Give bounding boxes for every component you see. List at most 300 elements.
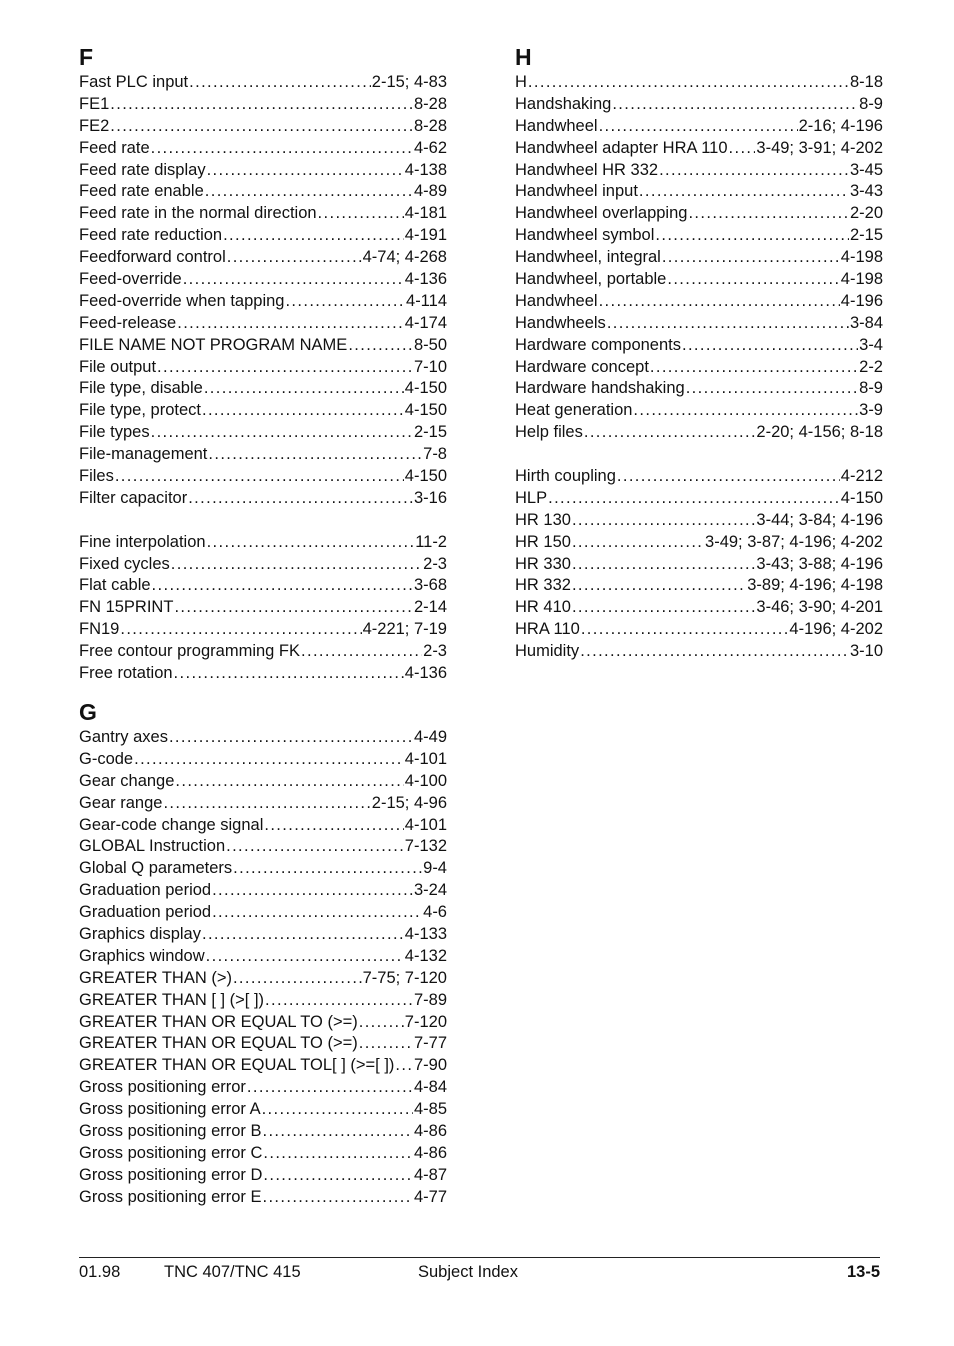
index-page-ref: 4-198 <box>840 270 883 289</box>
index-page-ref: 4-62 <box>413 138 447 157</box>
dot-leader <box>202 400 404 422</box>
index-entry <box>79 94 447 116</box>
index-entry <box>515 160 883 182</box>
index-page-ref: 4-138 <box>404 160 447 179</box>
dot-leader <box>206 946 404 968</box>
index-entry <box>79 924 447 946</box>
index-entry <box>79 597 447 619</box>
index-entry <box>79 291 447 313</box>
index-page-ref: 3-10 <box>849 642 883 661</box>
index-page-ref: 3-16 <box>413 488 447 507</box>
group-spacer <box>515 444 883 466</box>
index-term: Gross positioning error C <box>79 1143 263 1162</box>
index-entry <box>79 422 447 444</box>
f-entries-group-1 <box>79 72 447 510</box>
dot-leader <box>395 1055 413 1077</box>
index-entry <box>515 597 883 619</box>
dot-leader <box>572 597 755 619</box>
index-term: Handwheel symbol <box>515 226 655 245</box>
group-spacer <box>79 510 447 532</box>
dot-leader <box>572 554 755 576</box>
dot-leader <box>655 225 849 247</box>
index-term: HR 410 <box>515 598 571 617</box>
index-term: HR 150 <box>515 532 571 551</box>
index-entry <box>515 94 883 116</box>
index-term: HR 332 <box>515 576 571 595</box>
index-page-ref: 11-2 <box>415 532 447 551</box>
section-letter-g: G <box>79 698 97 725</box>
index-page-ref: 4-85 <box>413 1100 447 1119</box>
index-term: Flat cable <box>79 576 151 595</box>
dot-leader <box>263 1165 413 1187</box>
index-term: Filter capacitor <box>79 488 188 507</box>
index-page-ref: 4-181 <box>404 204 447 223</box>
footer-rule <box>79 1257 880 1258</box>
index-page-ref: 4-101 <box>404 815 447 834</box>
index-entry <box>515 313 883 335</box>
index-term: Help files <box>515 423 583 442</box>
index-term: Feed rate reduction <box>79 226 223 245</box>
index-entry <box>79 1033 447 1055</box>
footer-page-number: 13-5 <box>846 1263 880 1281</box>
index-page-ref: 2-3 <box>423 642 447 661</box>
index-entry <box>515 116 883 138</box>
dot-leader <box>633 400 858 422</box>
index-term: Gross positioning error D <box>79 1165 263 1184</box>
index-entry <box>515 269 883 291</box>
index-term: Gantry axes <box>79 727 168 746</box>
dot-leader <box>151 422 413 444</box>
index-entry <box>79 1099 447 1121</box>
index-page-ref: 2-15 <box>413 423 447 442</box>
dot-leader <box>110 116 413 138</box>
index-column-right <box>515 42 883 663</box>
index-page-ref: 4-212 <box>840 467 883 486</box>
dot-leader <box>572 575 746 597</box>
index-entry <box>515 641 883 663</box>
dot-leader <box>262 1099 413 1121</box>
index-entry <box>79 269 447 291</box>
index-page-ref: 4-136 <box>404 270 447 289</box>
dot-leader <box>212 902 422 924</box>
dot-leader <box>729 138 756 160</box>
index-entry <box>79 858 447 880</box>
index-entry <box>79 1143 447 1165</box>
dot-leader <box>599 291 840 313</box>
footer-model: TNC 407/TNC 415 <box>164 1263 301 1281</box>
index-page-ref: 4-196; 4-202 <box>789 620 883 639</box>
index-term: Humidity <box>515 642 580 661</box>
index-entry <box>515 181 883 203</box>
index-term: Fine interpolation <box>79 532 206 551</box>
dot-leader <box>205 181 413 203</box>
index-page-ref: 3-84 <box>849 313 883 332</box>
index-entry <box>515 400 883 422</box>
index-page-ref: 2-3 <box>423 554 447 573</box>
index-term: Hardware concept <box>515 357 649 376</box>
index-term: GLOBAL Instruction <box>79 837 226 856</box>
index-term: Gross positioning error A <box>79 1100 261 1119</box>
index-page-ref: 7-8 <box>423 445 447 464</box>
index-entry <box>515 225 883 247</box>
index-page-ref: 7-10 <box>413 357 447 376</box>
dot-leader <box>227 247 362 269</box>
index-term: Global Q parameters <box>79 859 233 878</box>
index-term: Feed rate enable <box>79 182 204 201</box>
index-entry <box>79 749 447 771</box>
index-entry <box>79 247 447 269</box>
index-page-ref: 3-43; 3-88; 4-196 <box>756 554 883 573</box>
index-page-ref: 3-43 <box>849 182 883 201</box>
index-term: Graphics display <box>79 924 201 943</box>
index-entry <box>79 1187 447 1209</box>
dot-leader <box>359 1033 413 1055</box>
index-entry <box>79 990 447 1012</box>
dot-leader <box>650 357 858 379</box>
index-term: FN 15PRINT <box>79 598 174 617</box>
index-entry <box>79 466 447 488</box>
index-term: GREATER THAN OR EQUAL TO (>=) <box>79 1012 358 1031</box>
index-page-ref: 4-100 <box>404 771 447 790</box>
index-entry <box>79 116 447 138</box>
dot-leader <box>599 116 798 138</box>
index-page-ref: 7-89 <box>413 990 447 1009</box>
dot-leader <box>174 663 404 685</box>
index-term: Handwheels <box>515 313 606 332</box>
dot-leader <box>110 94 413 116</box>
index-entry <box>515 291 883 313</box>
index-page-ref: 8-9 <box>859 94 883 113</box>
index-term: Handwheel HR 332 <box>515 160 659 179</box>
index-term: G-code <box>79 749 134 768</box>
dot-leader <box>639 181 849 203</box>
index-term: Feed-override <box>79 270 182 289</box>
section-spacer <box>79 685 447 697</box>
dot-leader <box>177 313 404 335</box>
index-term: H <box>515 73 527 91</box>
index-entry <box>515 378 883 400</box>
dot-leader <box>548 488 840 510</box>
index-page-ref: 4-49 <box>413 727 447 746</box>
index-page-ref: 3-44; 3-84; 4-196 <box>756 510 883 529</box>
index-term: Handwheel overlapping <box>515 204 688 223</box>
dot-leader <box>207 160 404 182</box>
index-entry <box>515 619 883 641</box>
index-page-ref: 4-86 <box>413 1143 447 1162</box>
index-term: FE2 <box>79 116 110 135</box>
index-entry <box>515 488 883 510</box>
index-entry <box>79 1055 447 1077</box>
index-term: Fast PLC input <box>79 73 189 91</box>
index-term: Handshaking <box>515 94 612 113</box>
index-term: HR 130 <box>515 510 571 529</box>
index-page-ref: 3-9 <box>859 401 883 420</box>
index-page-ref: 7-75; 7-120 <box>362 968 447 987</box>
index-page-ref: 8-28 <box>413 116 447 135</box>
index-page-ref: 4-196 <box>840 291 883 310</box>
dot-leader <box>212 880 413 902</box>
f-entries-group-2 <box>79 532 447 685</box>
index-term: Feed-override when tapping <box>79 291 285 310</box>
index-entry <box>79 378 447 400</box>
index-entry <box>79 902 447 924</box>
index-entry <box>515 466 883 488</box>
dot-leader <box>226 836 404 858</box>
index-page-ref: 4-221; 7-19 <box>362 620 447 639</box>
section-letter-h: H <box>515 44 532 70</box>
index-page-ref: 4-74; 4-268 <box>362 248 447 267</box>
index-entry <box>79 815 447 837</box>
dot-leader <box>233 858 422 880</box>
index-term: HRA 110 <box>515 620 580 639</box>
dot-leader <box>667 269 839 291</box>
dot-leader <box>189 72 371 94</box>
index-page-ref: 4-132 <box>404 946 447 965</box>
dot-leader <box>163 793 370 815</box>
dot-leader <box>175 771 403 793</box>
index-entry <box>79 771 447 793</box>
index-entry <box>79 203 447 225</box>
index-page-ref: 4-6 <box>423 903 447 922</box>
index-page-ref: 4-87 <box>413 1165 447 1184</box>
index-page-ref: 2-15 <box>849 226 883 245</box>
index-page-ref: 4-114 <box>406 291 447 310</box>
index-page-ref: 4-198 <box>840 248 883 267</box>
dot-leader <box>188 488 413 510</box>
index-entry <box>79 160 447 182</box>
index-entry <box>79 641 447 663</box>
index-entry <box>79 488 447 510</box>
dot-leader <box>584 422 756 444</box>
dot-leader <box>285 291 405 313</box>
index-term: Free contour programming FK <box>79 642 301 661</box>
index-term: Feed rate in the normal direction <box>79 204 317 223</box>
index-page-ref: 4-84 <box>413 1078 447 1097</box>
index-page-ref: 2-20 <box>849 204 883 223</box>
index-entry <box>79 225 447 247</box>
index-term: Hirth coupling <box>515 467 616 486</box>
index-page-ref: 9-4 <box>423 859 447 878</box>
index-term: Gross positioning error E <box>79 1187 262 1206</box>
index-entry <box>79 554 447 576</box>
index-term: File types <box>79 423 150 442</box>
index-term: Fixed cycles <box>79 554 170 573</box>
index-term: Handwheel <box>515 116 598 135</box>
index-entry <box>79 663 447 685</box>
index-term: FE1 <box>79 94 110 113</box>
index-page-ref: 4-150 <box>404 467 447 486</box>
index-entry <box>515 138 883 160</box>
dot-leader <box>171 554 422 576</box>
index-page-ref: 4-101 <box>404 749 447 768</box>
dot-leader <box>686 378 858 400</box>
index-page-ref: 3-4 <box>859 335 883 354</box>
index-page-ref: 4-174 <box>404 313 447 332</box>
index-entry <box>79 72 447 94</box>
index-entry <box>79 1077 447 1099</box>
dot-leader <box>659 160 849 182</box>
index-entry <box>79 836 447 858</box>
dot-leader <box>183 269 404 291</box>
index-entry <box>79 313 447 335</box>
section-letter-f: F <box>79 44 94 70</box>
index-entry <box>515 357 883 379</box>
h-entries-group-1 <box>515 72 883 444</box>
index-term: Graphics window <box>79 946 205 965</box>
index-entry <box>79 575 447 597</box>
dot-leader <box>152 575 413 597</box>
index-term: Gear change <box>79 771 175 790</box>
dot-leader <box>581 619 789 641</box>
index-page-ref: 3-45 <box>849 160 883 179</box>
dot-leader <box>682 335 858 357</box>
dot-leader <box>263 1121 413 1143</box>
dot-leader <box>151 138 413 160</box>
index-entry <box>79 335 447 357</box>
footer-date: 01.98 <box>79 1263 121 1281</box>
index-term: GREATER THAN [ ] (>[ ]) <box>79 990 265 1009</box>
g-entries-group-1 <box>79 727 447 1209</box>
dot-leader <box>208 444 422 466</box>
index-entry <box>79 880 447 902</box>
index-term: HLP <box>515 488 548 507</box>
index-term: Heat generation <box>515 401 633 420</box>
index-page-ref: 4-89 <box>413 182 447 201</box>
h-entries-group-2 <box>515 466 883 663</box>
index-term: Feedforward control <box>79 248 226 267</box>
dot-leader <box>247 1077 413 1099</box>
index-entry <box>79 946 447 968</box>
index-term: GREATER THAN OR EQUAL TO (>=) <box>79 1034 358 1053</box>
dot-leader <box>580 641 849 663</box>
dot-leader <box>169 727 413 749</box>
index-term: FILE NAME NOT PROGRAM NAME <box>79 335 348 354</box>
index-page-ref: 2-15; 4-96 <box>371 793 447 812</box>
index-term: GREATER THAN OR EQUAL TOL[ ] (>=[ ]) <box>79 1056 395 1075</box>
index-term: Free rotation <box>79 664 173 683</box>
index-page-ref: 4-133 <box>404 924 447 943</box>
index-entry <box>515 335 883 357</box>
dot-leader <box>264 815 403 837</box>
dot-leader <box>572 532 704 554</box>
index-page-ref: 2-15; 4-83 <box>371 73 447 91</box>
index-page-ref: 8-9 <box>859 379 883 398</box>
index-entry <box>79 138 447 160</box>
dot-leader <box>265 990 413 1012</box>
index-entry <box>515 72 883 94</box>
index-page-ref: 4-150 <box>840 488 883 507</box>
index-term: Graduation period <box>79 903 212 922</box>
index-entry <box>79 357 447 379</box>
dot-leader <box>301 641 422 663</box>
index-term: Feed rate <box>79 138 150 157</box>
dot-leader <box>572 510 755 532</box>
index-page-ref: 8-50 <box>413 335 447 354</box>
dot-leader <box>174 597 413 619</box>
index-term: Files <box>79 467 114 486</box>
index-entry <box>79 1121 447 1143</box>
dot-leader <box>263 1143 413 1165</box>
index-page-ref: 8-28 <box>413 94 447 113</box>
index-entry <box>79 1165 447 1187</box>
dot-leader <box>263 1187 413 1209</box>
index-term: Handwheel <box>515 291 598 310</box>
index-term: Gross positioning error B <box>79 1121 262 1140</box>
index-term: Handwheel, integral <box>515 248 661 267</box>
index-entry <box>79 793 447 815</box>
index-entry <box>79 532 447 554</box>
index-page-ref: 4-77 <box>413 1187 447 1206</box>
index-page-ref: 2-20; 4-156; 8-18 <box>756 423 883 442</box>
dot-leader <box>318 203 404 225</box>
index-entry <box>515 422 883 444</box>
index-term: File output <box>79 357 157 376</box>
index-term: Graduation period <box>79 881 212 900</box>
dot-leader <box>528 72 849 94</box>
index-term: Hardware components <box>515 335 681 354</box>
index-term: File type, protect <box>79 401 201 420</box>
index-page-ref: 4-150 <box>404 379 447 398</box>
index-entry <box>79 181 447 203</box>
index-term: Handwheel input <box>515 182 638 201</box>
index-page-ref: 3-89; 4-196; 4-198 <box>747 576 883 595</box>
index-term: Gross positioning error <box>79 1078 246 1097</box>
dot-leader <box>120 619 361 641</box>
index-page-ref: 4-86 <box>413 1121 447 1140</box>
dot-leader <box>202 924 404 946</box>
index-term: Feed-release <box>79 313 177 332</box>
index-term: GREATER THAN (>) <box>79 968 232 987</box>
dot-leader <box>233 968 362 990</box>
index-page-ref: 3-68 <box>413 576 447 595</box>
index-page-ref: 7-77 <box>413 1034 447 1053</box>
index-page-ref: 8-18 <box>849 73 883 91</box>
index-entry <box>515 532 883 554</box>
index-page-ref: 3-24 <box>413 881 447 900</box>
index-term: Handwheel, portable <box>515 270 667 289</box>
index-entry <box>515 554 883 576</box>
index-page-ref: 7-120 <box>404 1012 447 1031</box>
dot-leader <box>348 335 413 357</box>
index-page-ref: 2-16; 4-196 <box>798 116 883 135</box>
index-term: Feed rate display <box>79 160 206 179</box>
dot-leader <box>207 532 415 554</box>
dot-leader <box>157 357 413 379</box>
index-entry <box>79 968 447 990</box>
index-page-ref: 7-132 <box>404 837 447 856</box>
index-page-ref: 3-49; 3-91; 4-202 <box>756 138 883 157</box>
dot-leader <box>612 94 858 116</box>
dot-leader <box>607 313 849 335</box>
index-term: HR 330 <box>515 554 571 573</box>
dot-leader <box>134 749 404 771</box>
dot-leader <box>204 378 404 400</box>
dot-leader <box>223 225 404 247</box>
dot-leader <box>662 247 840 269</box>
index-entry <box>79 619 447 641</box>
index-entry <box>515 247 883 269</box>
index-page-ref: 7-90 <box>413 1056 447 1075</box>
index-page-ref: 4-136 <box>404 664 447 683</box>
index-term: Handwheel adapter HRA 110 <box>515 138 728 157</box>
dot-leader <box>115 466 404 488</box>
index-entry <box>79 1012 447 1034</box>
index-entry <box>515 203 883 225</box>
index-entry <box>515 575 883 597</box>
index-term: Hardware handshaking <box>515 379 685 398</box>
dot-leader <box>617 466 840 488</box>
index-term: File-management <box>79 445 208 464</box>
